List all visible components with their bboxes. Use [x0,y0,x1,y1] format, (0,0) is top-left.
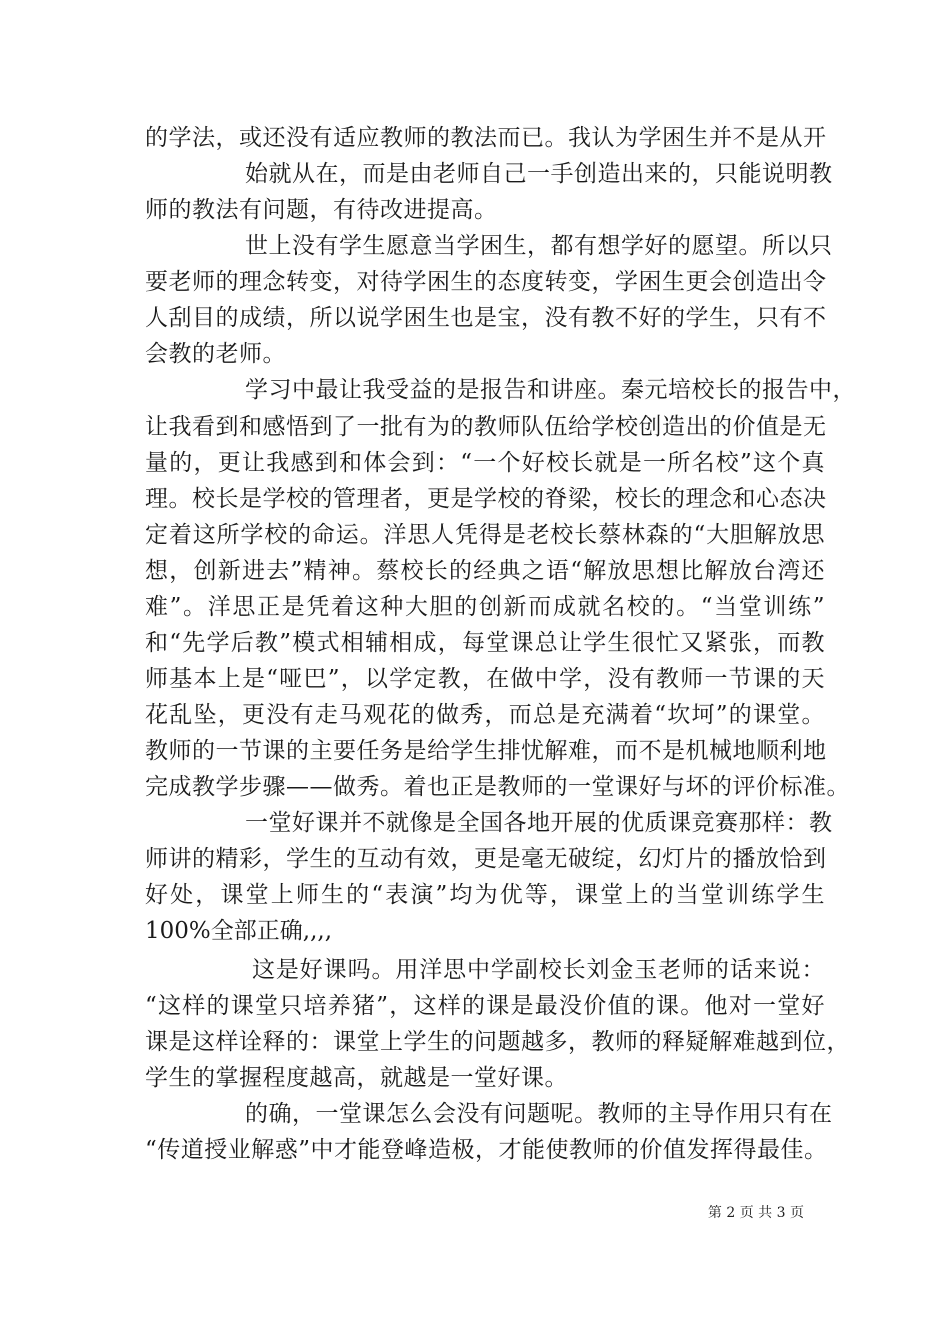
text-line: 要老师的理念转变，对待学困生的态度转变，学困生更会创造出令 [145,269,827,295]
text-line: 花乱坠，更没有走马观花的做秀，而总是充满着“坎坷”的课堂。 [145,702,825,728]
text-line: 让我看到和感悟到了一批有为的教师队伍给学校创造出的价值是无 [145,414,827,440]
text-line: 好处，课堂上师生的“表演”均为优等，课堂上的当堂训练学生 [145,882,825,908]
text-line: “这样的课堂只培养猪”，这样的课是最没价值的课。他对一堂好 [145,993,825,1019]
text-line: 一堂好课并不就像是全国各地开展的优质课竞赛那样：教 [245,810,833,836]
text-line: 师的教法有问题，有待改进提高。 [145,197,498,223]
text-line: 的确，一堂课怎么会没有问题呢。教师的主导作用只有在 [245,1101,833,1127]
page-number-footer: 第 2 页 共 3 页 [707,1205,804,1221]
text-line: 的学法，或还没有适应教师的教法而已。我认为学困生并不是从开 [145,125,827,151]
text-line: “传道授业解惑”中才能登峰造极，才能使教师的价值发挥得最佳。 [145,1137,828,1163]
text-line: 100%全部正确,,,, [145,918,332,944]
text-line: 会教的老师。 [145,341,286,367]
text-line: 人刮目的成绩，所以说学困生也是宝，没有教不好的学生，只有不 [145,305,827,331]
text-line: 完成教学步骤——做秀。着也正是教师的一堂课好与坏的评价标准。 [145,774,850,800]
text-line: 和“先学后教”模式相辅相成，每堂课总让学生很忙又紧张，而教 [145,630,825,656]
text-line: 定着这所学校的命运。洋思人凭得是老校长蔡林森的“大胆解放思 [145,522,825,548]
text-line: 师讲的精彩，学生的互动有效，更是毫无破绽，幻灯片的播放恰到 [145,846,827,872]
text-line: 量的，更让我感到和体会到：“一个好校长就是一所名校”这个真 [145,450,825,476]
text-line: 教师的一节课的主要任务是给学生排忧解难，而不是机械地顺利地 [145,738,827,764]
text-line: 始就从在，而是由老师自己一手创造出来的，只能说明教 [245,161,833,187]
text-line: 学习中最让我受益的是报告和讲座。秦元培校长的报告中， [245,377,856,403]
text-line: 难”。洋思正是凭着这种大胆的创新而成就名校的。“当堂训练” [145,594,825,620]
text-line: 世上没有学生愿意当学困生，都有想学好的愿望。所以只 [245,233,833,259]
text-line: 课是这样诠释的：课堂上学生的问题越多，教师的释疑解难越到位， [145,1029,850,1055]
text-line: 想，创新进去”精神。蔡校长的经典之语“解放思想比解放台湾还 [145,558,825,584]
text-line: 师基本上是“哑巴”，以学定教，在做中学，没有教师一节课的天 [145,666,825,692]
text-line: 理。校长是学校的管理者，更是学校的脊梁，校长的理念和心态决 [145,486,827,512]
text-line: 这是好课吗。用洋思中学副校长刘金玉老师的话来说： [252,957,825,983]
text-line: 学生的掌握程度越高，就越是一堂好课。 [145,1065,568,1091]
